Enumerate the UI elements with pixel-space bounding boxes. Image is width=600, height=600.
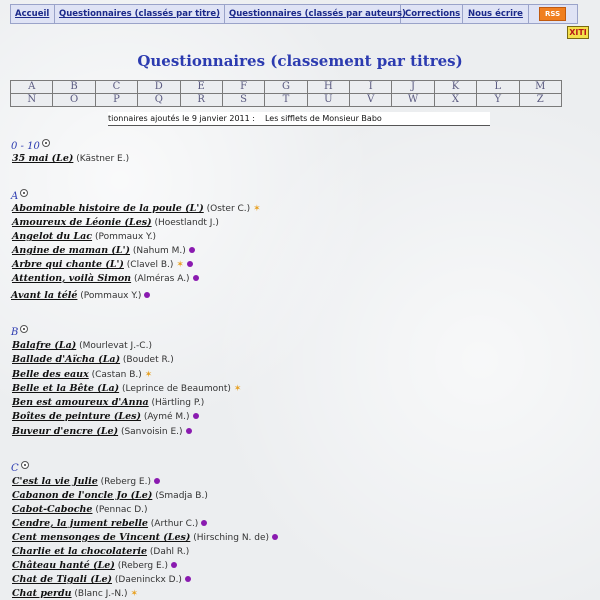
list-item: [12, 203, 261, 215]
purple-dot-icon: [193, 275, 199, 281]
title-link[interactable]: C'est la vie Julie: [12, 476, 98, 487]
eye-icon: [20, 325, 28, 333]
list-item: [12, 476, 160, 488]
title-link[interactable]: Avant la télé: [11, 290, 78, 301]
list-item: [12, 411, 199, 423]
nav-home-link[interactable]: Accueil: [11, 5, 55, 23]
author-name: (Daeninckx D.): [112, 575, 182, 585]
section-heading: [11, 461, 29, 474]
star-icon: ✶: [144, 370, 153, 380]
list-item: [12, 383, 241, 395]
list-item: [12, 490, 208, 502]
title-link[interactable]: Cendre, la jument rebelle: [12, 518, 148, 529]
author-name: (Pommaux Y.): [77, 291, 142, 301]
title-link[interactable]: Angine de maman (L'): [12, 245, 130, 256]
rss-icon: RSS: [539, 7, 566, 21]
list-item: [12, 560, 177, 572]
list-item: [12, 518, 207, 530]
letter-link-o[interactable]: O: [53, 94, 95, 107]
title-link[interactable]: Abominable histoire de la poule (L'): [12, 203, 204, 214]
title-link[interactable]: Cabot-Caboche: [12, 504, 93, 515]
letter-link-m[interactable]: M: [519, 81, 562, 94]
title-link[interactable]: Attention, voilà Simon: [12, 273, 132, 284]
letter-link-v[interactable]: V: [350, 94, 392, 107]
author-name: (Härtling P.): [148, 398, 205, 408]
list-item: [12, 397, 204, 409]
author-name: (Smadja B.): [152, 491, 208, 501]
letter-link-p[interactable]: P: [95, 94, 137, 107]
letter-link-t[interactable]: T: [265, 94, 307, 107]
ticker-title[interactable]: Les sifflets de Monsieur Babo: [264, 114, 382, 123]
section-heading-label: C: [11, 463, 19, 474]
author-name: (Reberg E.): [97, 477, 151, 487]
eye-icon: [42, 139, 50, 147]
section-heading: [11, 189, 28, 202]
letter-link-q[interactable]: Q: [138, 94, 180, 107]
nav-contact-link[interactable]: Nous écrire: [463, 5, 529, 23]
letter-link-z[interactable]: Z: [519, 94, 562, 107]
author-name: (Leprince de Beaumont): [119, 384, 231, 394]
title-link[interactable]: Cent mensonges de Vincent (Les): [12, 532, 191, 543]
letter-link-s[interactable]: S: [222, 94, 264, 107]
eye-icon: [20, 189, 28, 197]
letter-link-c[interactable]: C: [95, 81, 137, 94]
title-link[interactable]: 35 mai (Le): [12, 153, 74, 164]
star-icon: ✶: [233, 384, 242, 394]
title-link[interactable]: Balafre (La): [12, 340, 77, 351]
letter-link-j[interactable]: J: [392, 81, 434, 94]
title-link[interactable]: Ben est amoureux d'Anna: [12, 397, 149, 408]
list-item: [12, 504, 148, 516]
list-item: [12, 217, 219, 229]
purple-dot-icon: [189, 247, 195, 253]
letter-link-r[interactable]: R: [180, 94, 222, 107]
title-link[interactable]: Charlie et la chocolaterie: [12, 546, 148, 557]
list-item: [12, 369, 152, 381]
list-item: [12, 532, 278, 544]
purple-dot-icon: [193, 413, 199, 419]
list-item: [12, 546, 189, 558]
letter-link-h[interactable]: H: [307, 81, 349, 94]
letter-link-x[interactable]: X: [434, 94, 476, 107]
author-name: (Oster C.): [203, 204, 251, 214]
letter-link-l[interactable]: L: [477, 81, 519, 94]
purple-dot-icon: [186, 428, 192, 434]
list-item: [12, 259, 193, 271]
author-name: (Reberg E.): [114, 561, 169, 571]
purple-dot-icon: [185, 576, 191, 582]
list-item: [12, 574, 191, 586]
ticker-text: tionnaires ajoutés le 9 janvier 2011 :: [108, 114, 255, 123]
author-name: (Clavel B.): [123, 260, 174, 270]
section-heading-label: B: [11, 327, 19, 338]
author-name: (Aymé M.): [140, 412, 190, 422]
author-name: (Blanc J.-N.): [71, 589, 128, 599]
xiti-logo[interactable]: XITI: [567, 26, 589, 39]
title-link[interactable]: Angelot du Lac: [12, 231, 93, 242]
list-item: [12, 245, 195, 257]
nav-by-author-link[interactable]: Questionnaires (classés par auteurs): [225, 5, 401, 23]
list-item: [11, 290, 150, 302]
author-name: (Sanvoisin E.): [118, 427, 183, 437]
author-name: (Kästner E.): [73, 154, 130, 164]
top-navigation: [10, 4, 578, 24]
letter-link-y[interactable]: Y: [477, 94, 519, 107]
letter-link-b[interactable]: B: [53, 81, 95, 94]
star-icon: ✶: [130, 589, 139, 599]
title-link[interactable]: Ballade d'Aïcha (La): [12, 354, 121, 365]
list-item: [12, 273, 199, 285]
eye-icon: [21, 461, 29, 469]
letter-link-f[interactable]: F: [222, 81, 264, 94]
letter-link-k[interactable]: K: [434, 81, 476, 94]
letter-link-d[interactable]: D: [138, 81, 180, 94]
title-link[interactable]: Belle et la Bête (La): [12, 383, 120, 394]
page-title: Questionnaires (classement par titres): [137, 52, 463, 70]
author-name: (Castan B.): [88, 370, 142, 380]
letter-index: [10, 80, 562, 107]
star-icon: ✶: [176, 260, 184, 270]
list-item: [12, 340, 152, 352]
title-link[interactable]: Boîtes de peinture (Les): [12, 411, 141, 422]
author-name: (Boudet R.): [120, 355, 174, 365]
list-item: [12, 354, 174, 366]
letter-link-u[interactable]: U: [307, 94, 349, 107]
letter-link-e[interactable]: E: [180, 81, 222, 94]
title-link[interactable]: Chat de Tigali (Le): [12, 574, 113, 585]
author-name: (Hoestlandt J.): [151, 218, 219, 228]
author-name: (Pommaux Y.): [92, 232, 157, 242]
purple-dot-icon: [144, 292, 150, 298]
news-ticker: [108, 112, 490, 126]
purple-dot-icon: [154, 478, 160, 484]
letter-link-g[interactable]: G: [265, 81, 307, 94]
list-item: [12, 231, 156, 243]
title-link[interactable]: Château hanté (Le): [12, 560, 115, 571]
title-link[interactable]: Belle des eaux: [12, 369, 89, 380]
purple-dot-icon: [187, 261, 193, 267]
list-item: [12, 153, 129, 165]
nav-corrections-link[interactable]: Corrections: [401, 5, 463, 23]
title-link[interactable]: Arbre qui chante (L'): [12, 259, 124, 270]
star-icon: ✶: [253, 204, 261, 214]
section-heading: [11, 139, 50, 152]
list-item: [12, 426, 192, 438]
nav-by-title-link[interactable]: Questionnaires (classés par titre): [55, 5, 225, 23]
section-heading-label: 0 - 10: [11, 141, 40, 152]
letter-link-i[interactable]: I: [350, 81, 392, 94]
author-name: (Mourlevat J.-C.): [76, 341, 152, 351]
purple-dot-icon: [272, 534, 278, 540]
author-name: (Nahum M.): [130, 246, 186, 256]
list-item: [12, 588, 138, 600]
author-name: (Alméras A.): [131, 274, 190, 284]
title-link[interactable]: Amoureux de Léonie (Les): [12, 217, 152, 228]
author-name: (Arthur C.): [147, 519, 199, 529]
title-link[interactable]: Buveur d'encre (Le): [12, 426, 119, 437]
section-heading: [11, 325, 28, 338]
rss-link[interactable]: [529, 5, 577, 23]
purple-dot-icon: [171, 562, 177, 568]
author-name: (Hirsching N. de): [190, 533, 270, 543]
author-name: (Dahl R.): [147, 547, 190, 557]
author-name: (Pennac D.): [92, 505, 148, 515]
letter-link-a[interactable]: A: [11, 81, 53, 94]
purple-dot-icon: [201, 520, 207, 526]
letter-link-w[interactable]: W: [392, 94, 434, 107]
section-heading-label: A: [11, 191, 19, 202]
letter-link-n[interactable]: N: [11, 94, 53, 107]
title-link[interactable]: Chat perdu: [12, 588, 72, 599]
title-link[interactable]: Cabanon de l'oncle Jo (Le): [12, 490, 153, 501]
